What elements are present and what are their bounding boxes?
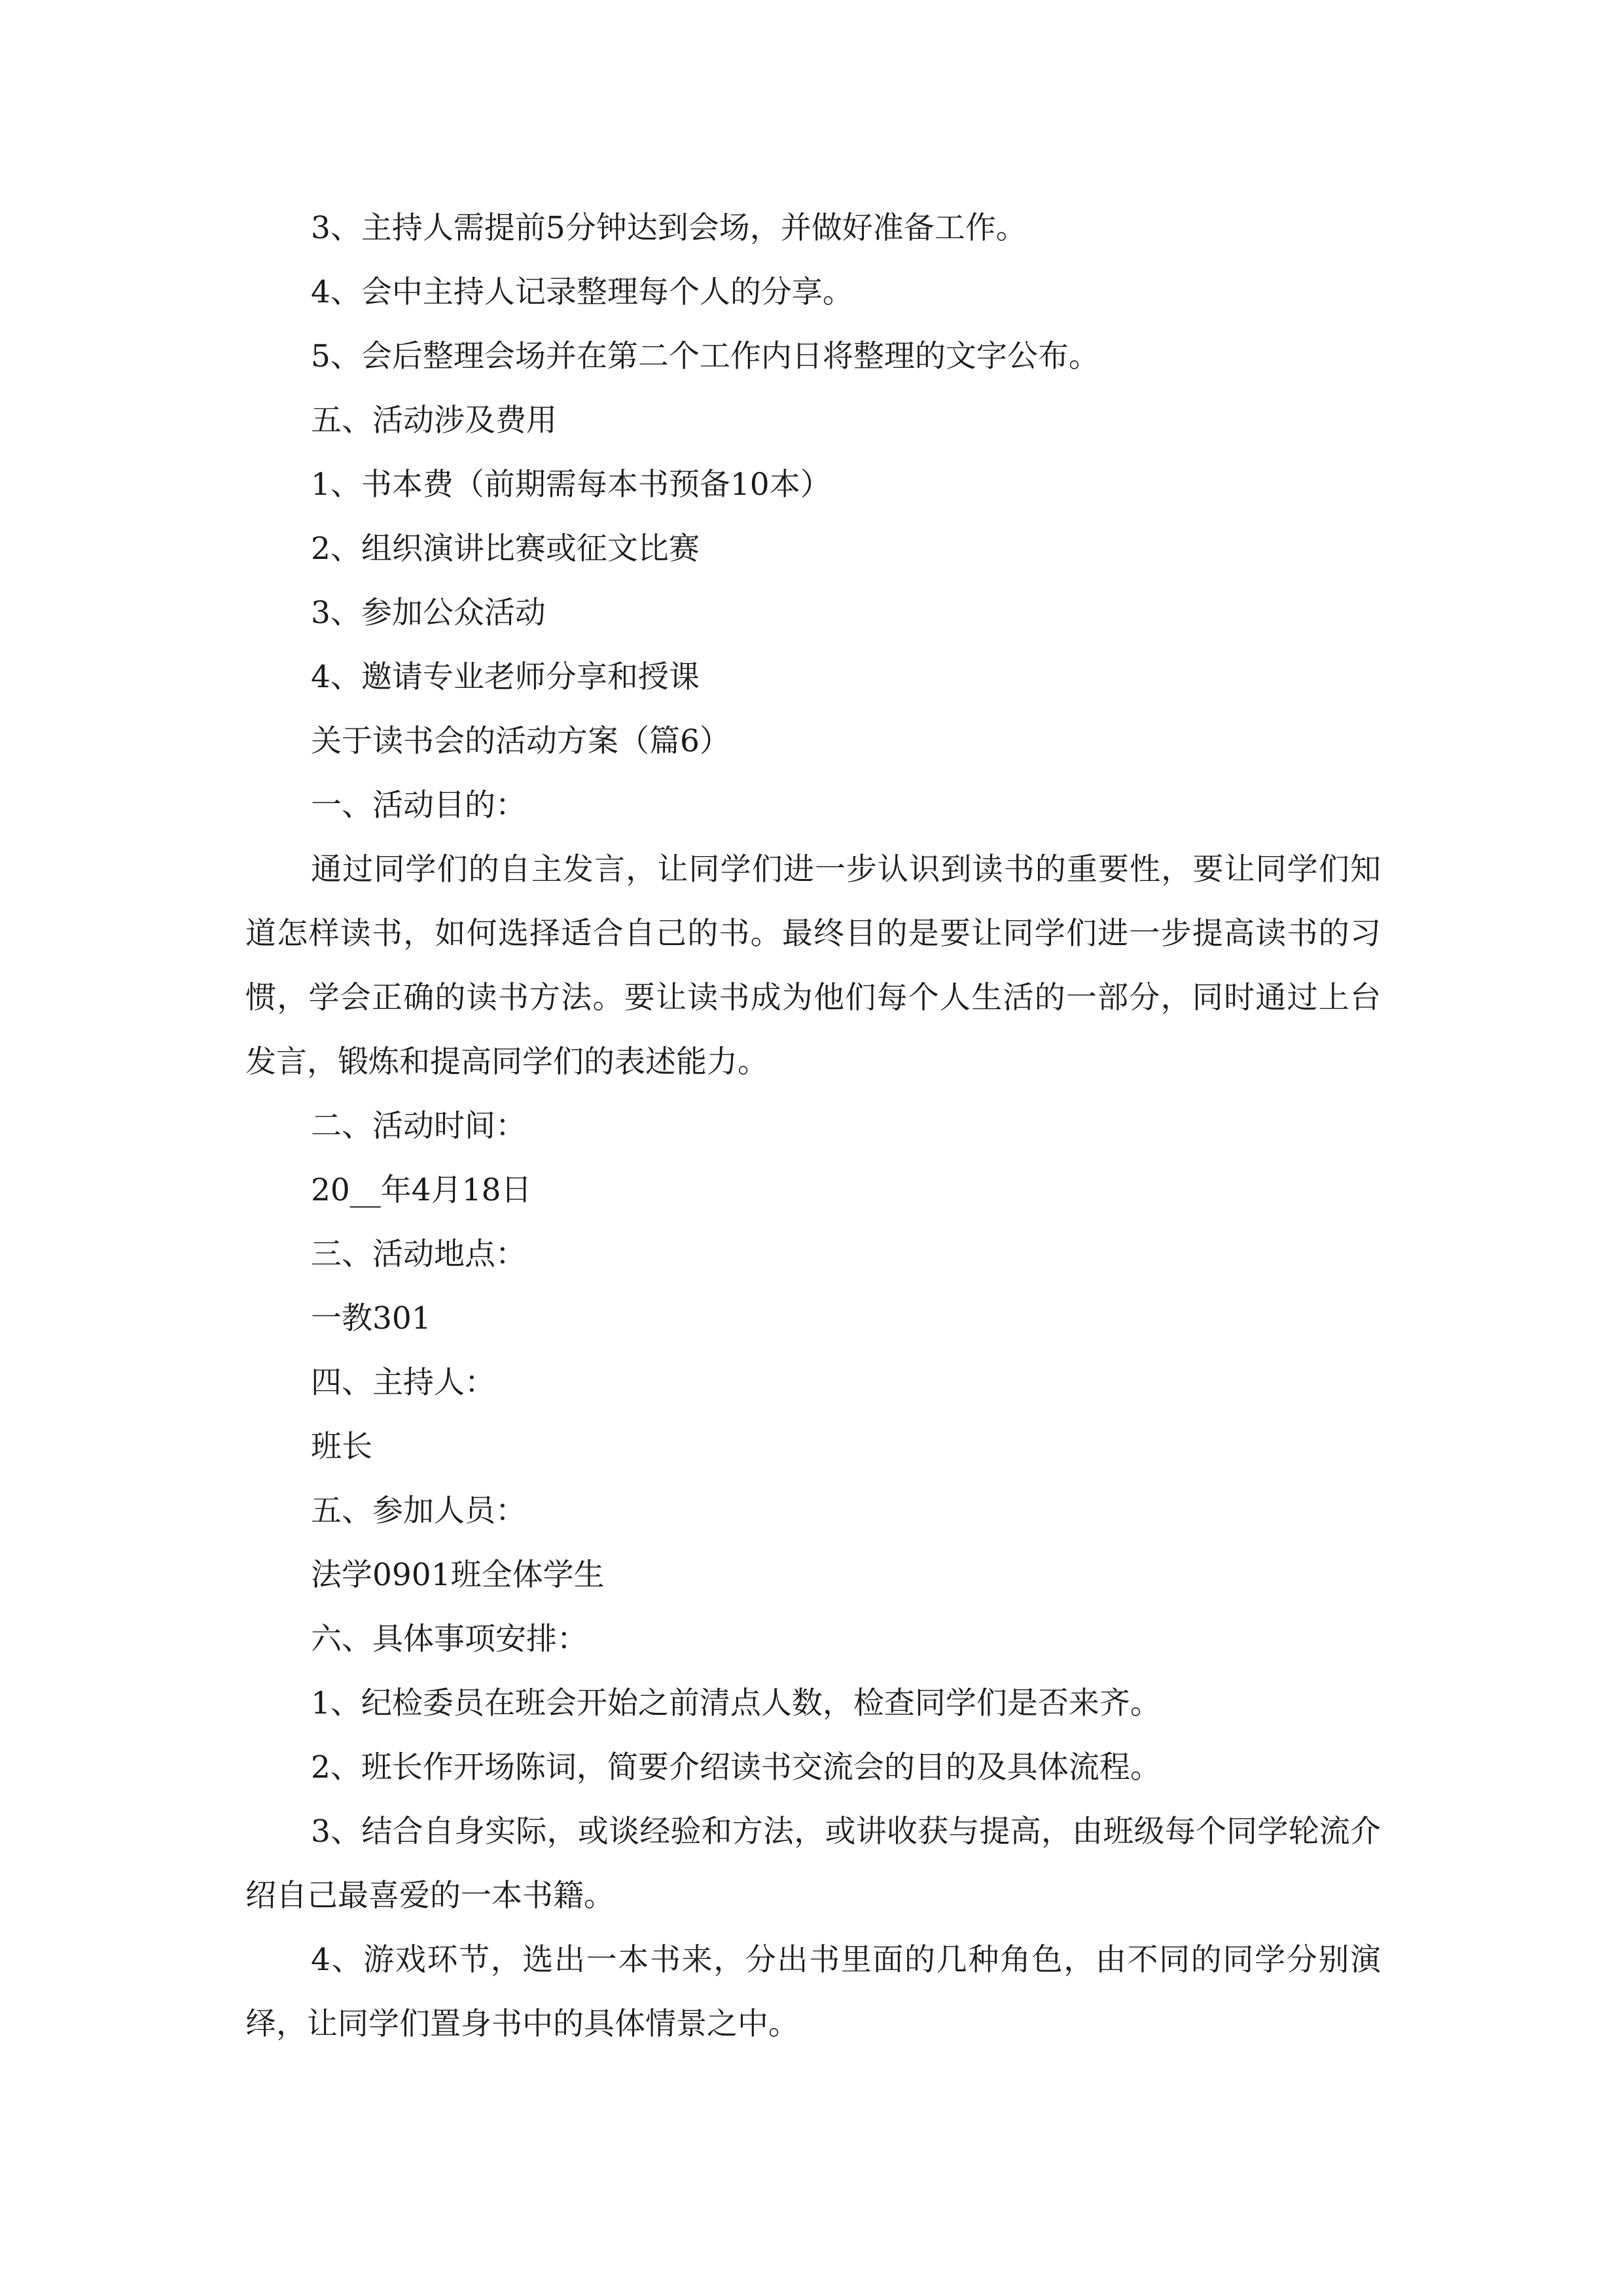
paragraph: 通过同学们的自主发言，让同学们进一步认识到读书的重要性，要让同学们知道怎样读书，如何选择适合自己的书。最终目的是要让同学们进一步提高读书的习惯，学会正确的读书方法。要让读书成为他们每个人生活的一部分，同时通过上台发言，锻炼和提高同学们的表述能力。 [245,852,1381,1080]
paragraph: 3、结合自身实际，或谈经验和方法，或讲收获与提高，由班级每个同学轮流介绍自己最喜爱的一本书籍。 [245,1814,1381,1914]
section-heading: 一、活动目的： [311,787,526,823]
section-heading: 四、主持人： [311,1365,495,1401]
text-line: 5、会后整理会场并在第二个工作内日将整理的文字公布。 [311,338,1099,374]
text-line: 1、书本费（前期需每本书预备10本） [311,467,831,503]
section-heading: 二、活动时间： [311,1108,526,1144]
text-line: 3、参加公众活动 [311,595,546,631]
text-line: 4、会中主持人记录整理每个人的分享。 [311,274,853,310]
section-heading: 六、具体事项安排： [311,1621,588,1657]
text-line: 3、主持人需提前5分钟达到会场，并做好准备工作。 [311,210,1027,246]
document-body [245,196,1381,2056]
section-heading: 五、活动涉及费用 [311,403,557,439]
text-line: 20__年4月18日 [311,1172,532,1208]
text-line: 班长 [311,1429,372,1465]
text-line: 2、班长作开场陈词，简要介绍读书交流会的目的及具体流程。 [311,1749,1161,1785]
text-line: 1、纪检委员在班会开始之前清点人数，检查同学们是否来齐。 [311,1685,1161,1721]
article-title: 关于读书会的活动方案（篇6） [311,723,730,759]
section-heading: 三、活动地点： [311,1236,526,1272]
section-heading: 五、参加人员： [311,1493,526,1529]
paragraph: 4、游戏环节，选出一本书来，分出书里面的几种角色，由不同的同学分别演绎，让同学们置身书中的具体情景之中。 [245,1942,1381,2042]
text-line: 4、邀请专业老师分享和授课 [311,659,700,695]
text-line: 2、组织演讲比赛或征文比赛 [311,531,700,567]
text-line: 一教301 [311,1300,431,1336]
text-line: 法学0901班全体学生 [311,1557,605,1593]
